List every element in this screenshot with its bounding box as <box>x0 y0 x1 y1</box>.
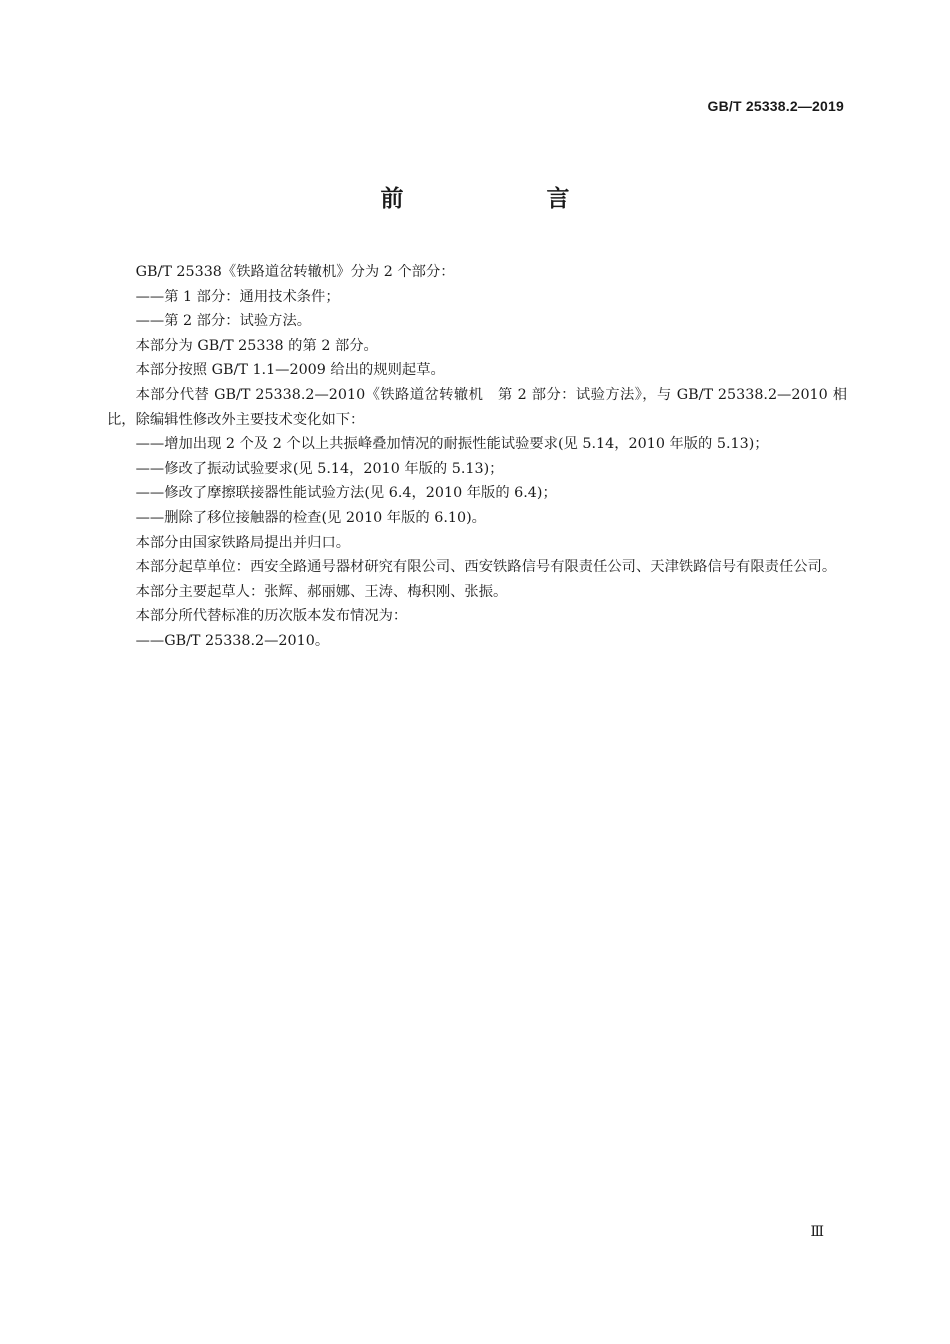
paragraph-part-1: ——第 1 部分：通用技术条件； <box>135 288 340 305</box>
page-title: 前 言 <box>380 186 630 212</box>
preface-body <box>107 260 847 654</box>
paragraph-change-3: ——修改了摩擦联接器性能试验方法(见 6.4，2010 年版的 6.4)； <box>135 485 557 502</box>
paragraph-this-part: 本部分为 GB/T 25338 的第 2 部分。 <box>135 337 378 354</box>
paragraph-replaces: 本部分代替 GB/T 25338.2—2010《铁路道岔转辙机 第 2 部分：试验方法》，与 GB/T 25338.2—2010 相比，除编辑性修改外主要技术变化如下： <box>107 386 847 428</box>
paragraph-change-2: ——修改了振动试验要求(见 5.14，2010 年版的 5.13)； <box>135 460 504 477</box>
paragraph-change-4: ——删除了移位接触器的检查(见 2010 年版的 6.10)。 <box>135 509 486 526</box>
paragraph-drafting-rules: 本部分按照 GB/T 1.1—2009 给出的规则起草。 <box>135 362 445 379</box>
paragraph-previous-edition-1: ——GB/T 25338.2—2010。 <box>135 632 330 649</box>
paragraph-drafters: 本部分主要起草人：张辉、郝丽娜、王涛、梅积刚、张振。 <box>135 583 508 600</box>
paragraph-part-2: ——第 2 部分：试验方法。 <box>135 313 312 330</box>
page-number: Ⅲ <box>810 1224 824 1240</box>
paragraph-change-1: ——增加出现 2 个及 2 个以上共振峰叠加情况的耐振性能试验要求(见 5.14，2010 年版的 5.13)； <box>135 436 769 453</box>
paragraph-drafting-units: 本部分起草单位：西安全路通号器材研究有限公司、西安铁路信号有限责任公司、天津铁路信号有限责任公司。 <box>135 559 837 576</box>
paragraph-parts-intro: GB/T 25338《铁路道岔转辙机》分为 2 个部分： <box>135 264 455 280</box>
paragraph-previous-editions: 本部分所代替标准的历次版本发布情况为： <box>135 608 408 625</box>
paragraph-proposed-by: 本部分由国家铁路局提出并归口。 <box>135 534 351 551</box>
standard-number: GB/T 25338.2—2019 <box>707 98 844 114</box>
